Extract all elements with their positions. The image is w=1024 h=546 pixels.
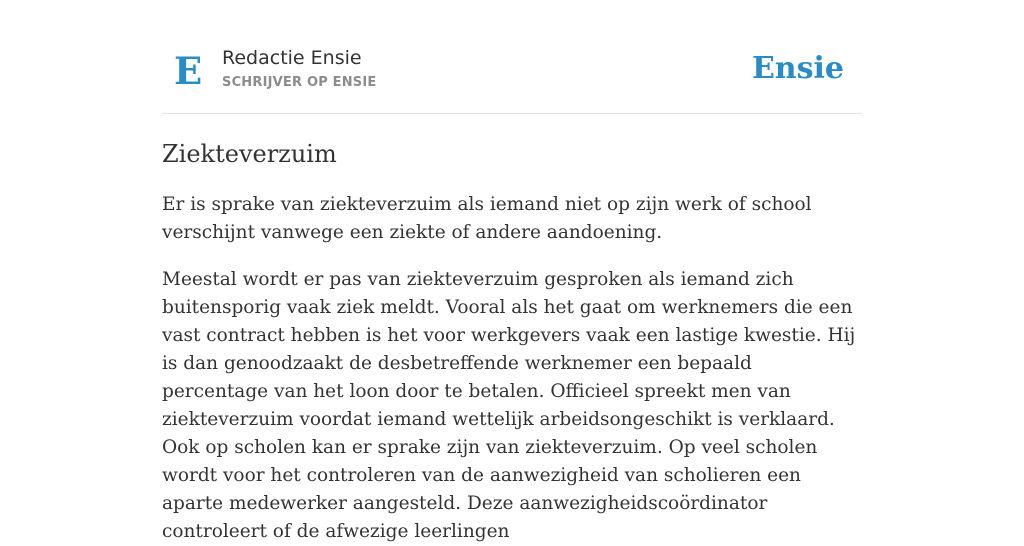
- article-body: [162, 191, 862, 546]
- article-page: [162, 0, 862, 546]
- article-paragraph: Meestal wordt er pas van ziekteverzuim gesproken als iemand zich buitensporig vaak ziek meldt. Vooral als het gaat om werknemers die een vast contract hebben is het voor werkgevers vaak een lastige kwestie. Hij is dan genoodzaakt de desbetreffende werknemer een bepaald percentage van het loon door te betalen. Officieel spreekt men van ziekteverzuim voordat iemand wettelijk arbeidsongeschikt is verklaard.: [162, 269, 856, 430]
- article-title: Ziekteverzuim: [162, 140, 337, 168]
- author-avatar[interactable]: E: [174, 49, 203, 93]
- author-role: SCHRIJVER OP ENSIE: [222, 75, 377, 90]
- brand-logo[interactable]: Ensie: [751, 51, 844, 86]
- author-name[interactable]: Redactie Ensie: [222, 47, 362, 69]
- article-paragraph: Ook op scholen kan er sprake zijn van ziekteverzuim. Op veel scholen wordt voor het controleren van de aanwezigheid van scholieren een aparte medewerker aangesteld. Deze aanwezigheidscoördinator controleert of de afwezige leerlingen: [162, 437, 818, 542]
- author-header: [162, 0, 862, 114]
- article-paragraph: Er is sprake van ziekteverzuim als iemand niet op zijn werk of school verschijnt vanwege een ziekte of andere aandoening.: [162, 194, 812, 243]
